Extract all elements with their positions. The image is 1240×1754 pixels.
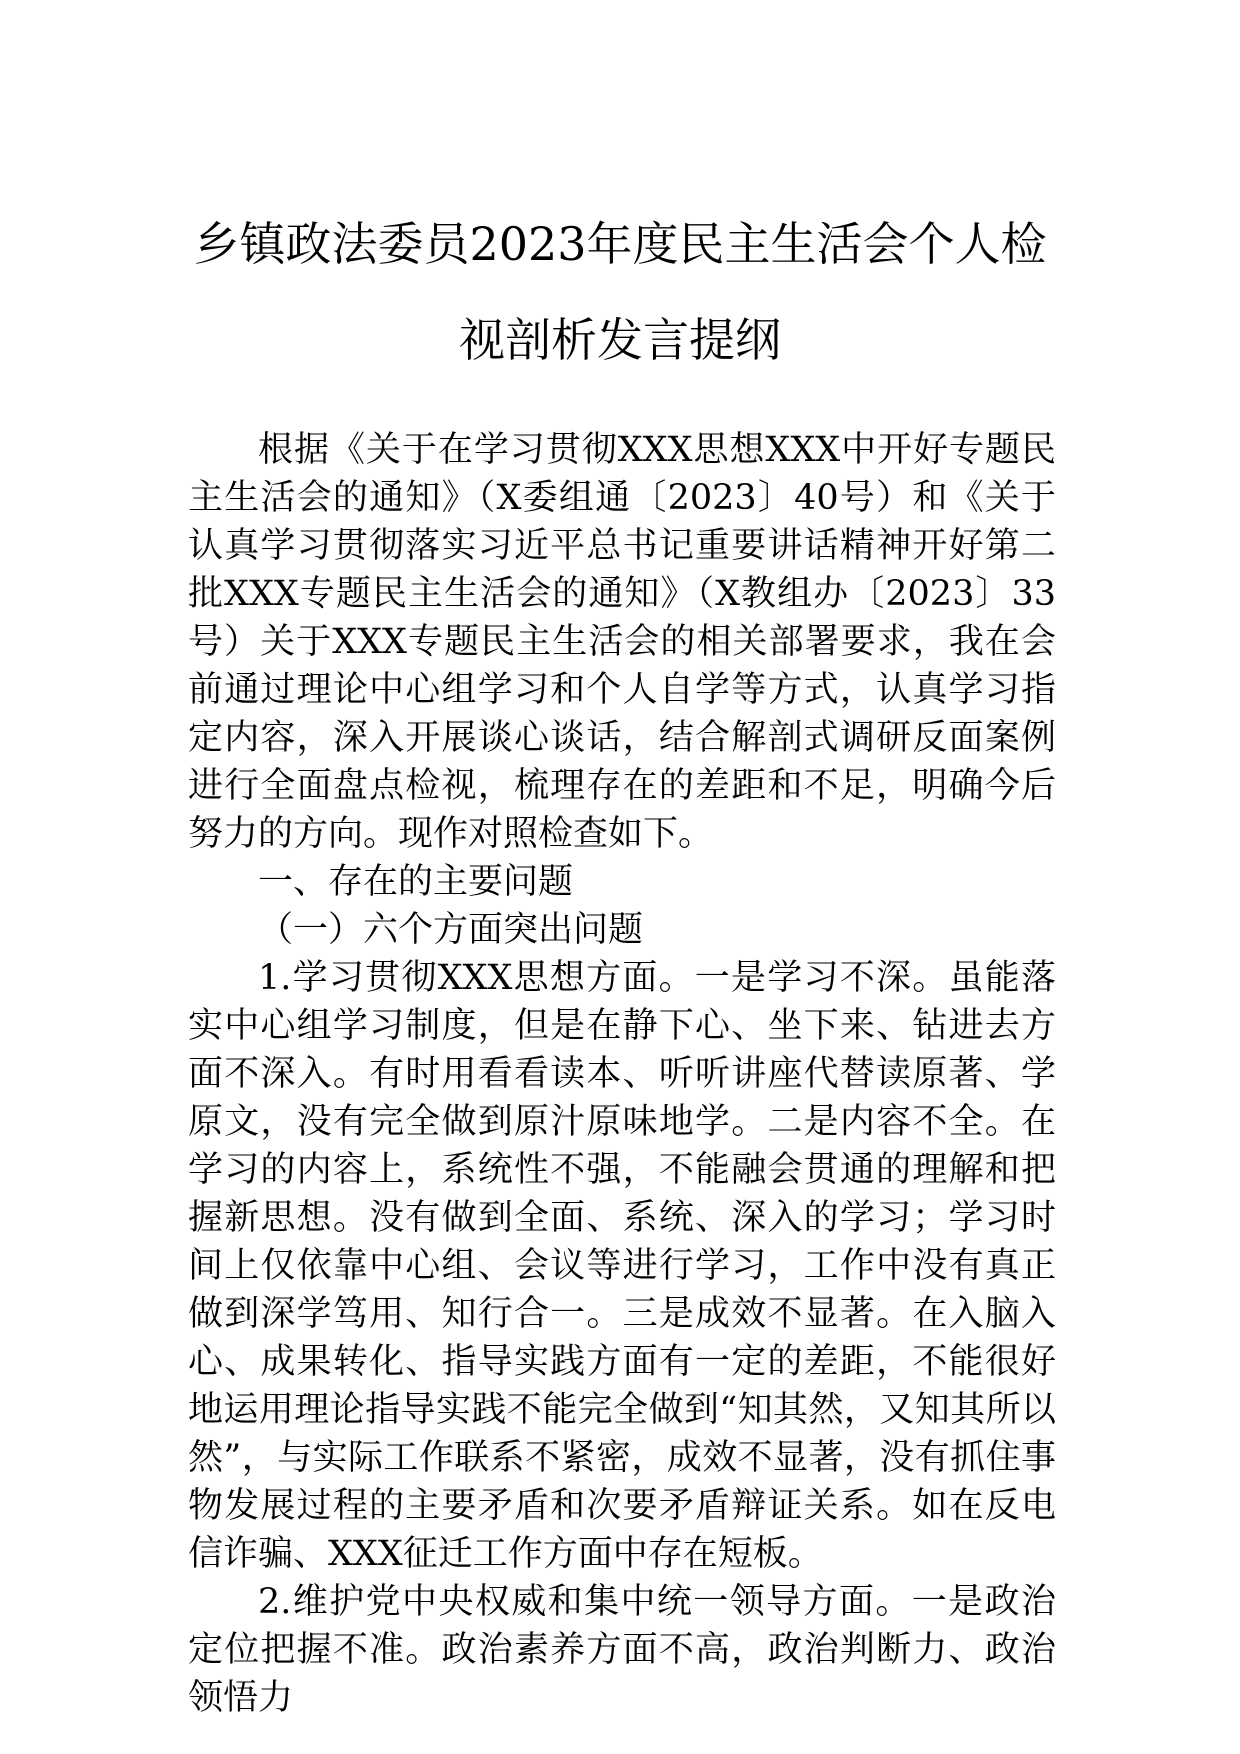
section-heading: 一、存在的主要问题: [258, 862, 574, 902]
item-paragraph-2: 2.维护党中央权威和集中统一领导方面。一是政治定位把握不准。政治素养方面不高，政治判断力、政治领悟力: [188, 1582, 1056, 1718]
item-paragraph-1: 1.学习贯彻XXX思想方面。一是学习不深。虽能落实中心组学习制度，但是在静下心、坐下来、钻进去方面不深入。有时用看看读本、听听讲座代替读原著、学原文，没有完全做到原汁原味地学。二是内容不全。在学习的内容上，系统性不强，不能融会贯通的理解和把握新思想。没有做到全面、系统、深入的学习；学习时间上仅依靠中心组、会议等进行学习，工作中没有真正做到深学笃用、知行合一。三是成效不显著。在入脑入心、成果转化、指导实践方面有一定的差距，不能很好地运用理论指导实践不能完全做到“知其然，又知其所以然”，与实际工作联系不紧密，成效不显著，没有抓住事物发展过程的主要矛盾和次要矛盾辩证关系。如在反电信诈骗、XXX征迁工作方面中存在短板。: [188, 958, 1056, 1574]
document-title-line-1: 乡镇政法委员2023年度民主生活会个人检: [193, 217, 1047, 271]
intro-paragraph: 根据《关于在学习贯彻XXX思想XXX中开好专题民主生活会的通知》（X委组通〔2023〕40号）和《关于认真学习贯彻落实习近平总书记重要讲话精神开好第二批XXX专题民主生活会的通知》（X教组办〔2023〕33号）关于XXX专题民主生活会的相关部署要求，我在会前通过理论中心组学习和个人自学等方式，认真学习指定内容，深入开展谈心谈话，结合解剖式调研反面案例进行全面盘点检视，梳理存在的差距和不足，明确今后努力的方向。现作对照检查如下。: [188, 430, 1056, 854]
document-body: [188, 426, 1056, 1722]
subsection-heading: （一）六个方面突出问题: [258, 910, 644, 950]
document-title-line-2: 视剖析发言提纲: [459, 313, 781, 367]
